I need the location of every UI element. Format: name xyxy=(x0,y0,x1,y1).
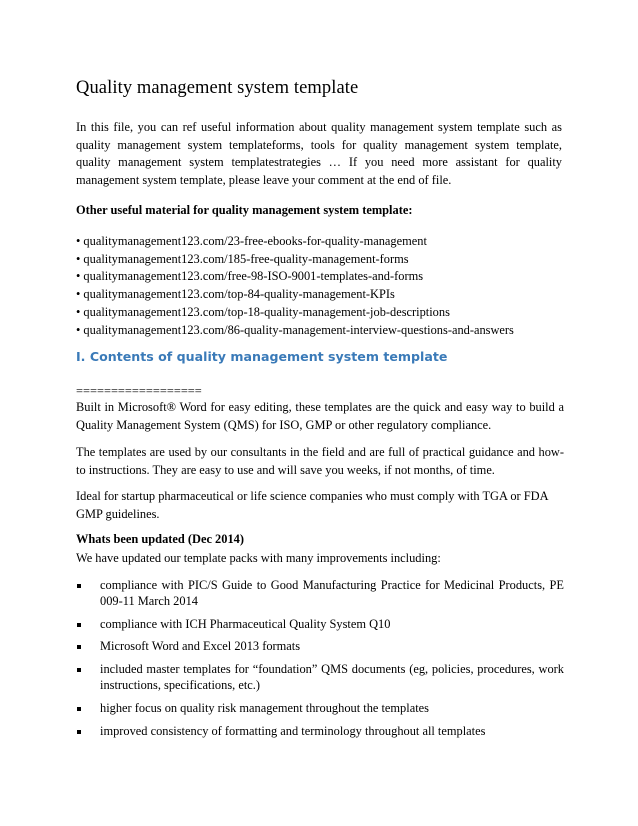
list-item xyxy=(76,639,564,655)
section-heading: I. Contents of quality management system template xyxy=(76,349,448,364)
improvements-list xyxy=(76,578,564,746)
bullet-square-icon xyxy=(77,623,81,627)
intro-paragraph: In this file, you can ref useful information about quality management system template such as quality management system templateforms, tools for quality management system template, quality management system templatestrategies … If you need more assistant for quality management system template, please leave your comment at the end of file. xyxy=(76,120,562,187)
link-item[interactable]: • qualitymanagement123.com/free-98-ISO-9001-templates-and-forms xyxy=(76,269,424,284)
list-item-text: compliance with ICH Pharmaceutical Quality System Q10 xyxy=(100,616,391,631)
link-item[interactable]: • qualitymanagement123.com/top-84-quality-management-KPIs xyxy=(76,287,395,302)
bullet-square-icon xyxy=(77,645,81,649)
updated-intro: We have updated our template packs with many improvements including: xyxy=(76,551,441,565)
link-item[interactable]: • qualitymanagement123.com/185-free-quality-management-forms xyxy=(76,251,409,266)
list-item-text: improved consistency of formatting and terminology throughout all templates xyxy=(100,723,486,738)
list-item xyxy=(76,701,564,717)
link-item[interactable]: • qualitymanagement123.com/23-free-ebooks-for-quality-management xyxy=(76,234,427,248)
list-item xyxy=(76,724,564,740)
link-item[interactable]: • qualitymanagement123.com/top-18-quality-management-job-descriptions xyxy=(76,304,450,319)
built-paragraph: Built in Microsoft® Word for easy editing, these templates are the quick and easy way to build a Quality Management System (QMS) for ISO, GMP or other regulatory compliance. xyxy=(76,400,564,432)
list-item-text: compliance with PIC/S Guide to Good Manufacturing Practice for Medicinal Products, PE 009-11 March 2014 xyxy=(100,578,564,608)
bullet-square-icon xyxy=(77,584,81,588)
list-item-text: higher focus on quality risk management throughout the templates xyxy=(100,700,429,715)
updated-heading: Whats been updated (Dec 2014) xyxy=(76,532,244,546)
bullet-square-icon xyxy=(77,668,81,672)
link-item[interactable]: • qualitymanagement123.com/86-quality-management-interview-questions-and-answers xyxy=(76,322,514,337)
link-list xyxy=(76,233,514,339)
separator-line: ================== xyxy=(76,384,202,398)
bullet-square-icon xyxy=(77,707,81,711)
list-item xyxy=(76,617,564,633)
list-item xyxy=(76,662,564,694)
list-item-text: Microsoft Word and Excel 2013 formats xyxy=(100,639,301,654)
ideal-paragraph: Ideal for startup pharmaceutical or life science companies who must comply with TGA or FDA GMP guidelines. xyxy=(76,489,548,521)
templates-paragraph: The templates are used by our consultants in the field and are full of practical guidance and how-to instructions. They are easy to use and will save you weeks, if not months, of time. xyxy=(76,445,564,477)
other-material-heading: Other useful material for quality management system template: xyxy=(76,203,413,217)
bullet-square-icon xyxy=(77,730,81,734)
document-title: Quality management system template xyxy=(76,78,359,98)
list-item-text: included master templates for “foundation” QMS documents (eg, policies, procedures, work instructions, specifications, etc.) xyxy=(100,662,564,692)
list-item xyxy=(76,578,564,610)
